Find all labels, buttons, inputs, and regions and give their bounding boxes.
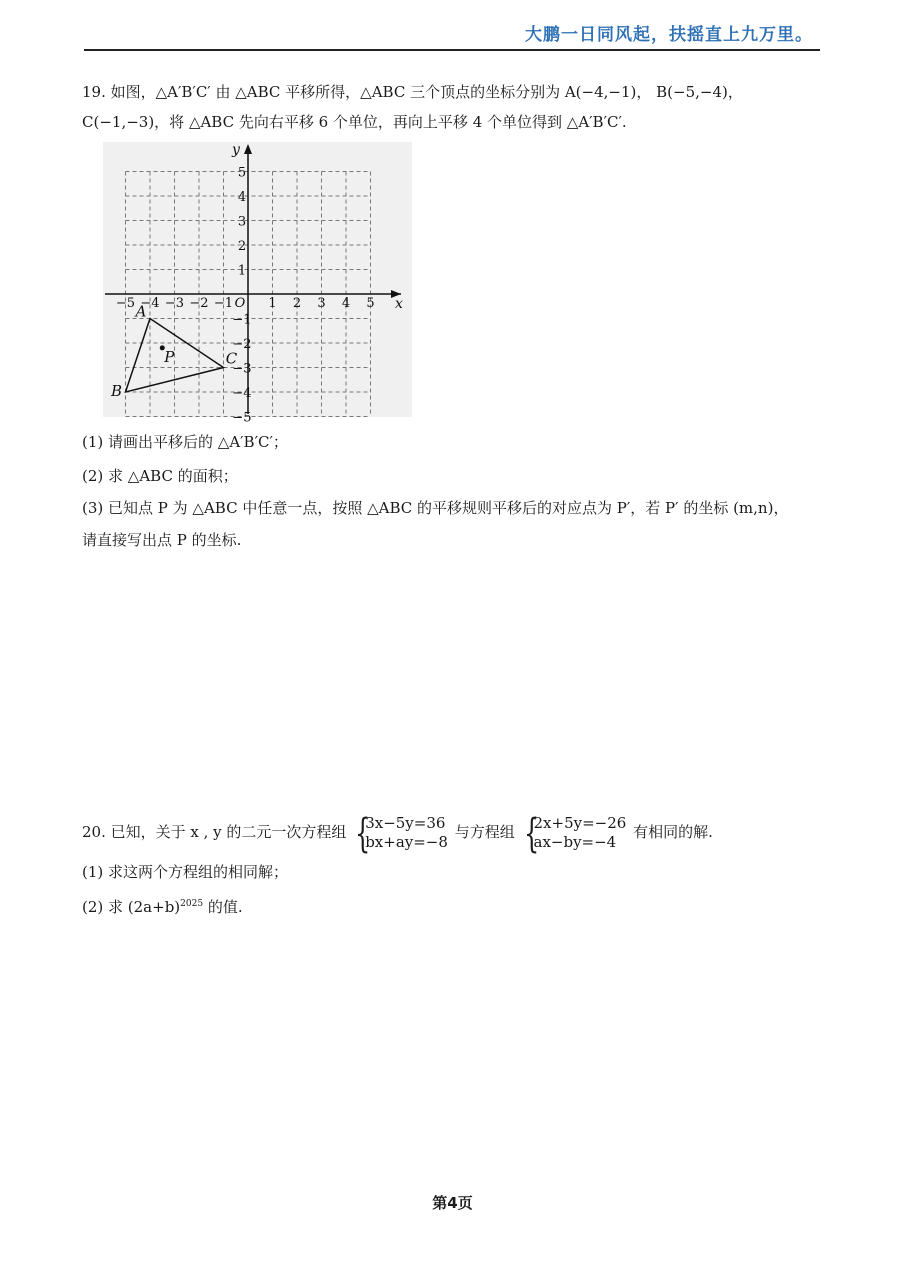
brace-glyph: {	[355, 811, 371, 857]
q19-part1: (1) 请画出平移后的 △A′B′C′；	[82, 433, 288, 451]
x-axis-label: x	[395, 296, 403, 312]
q20-prefix: 20. 已知，关于 x , y 的二元一次方程组	[82, 823, 347, 841]
q20-part2	[82, 894, 243, 917]
x-tick-label: 4	[341, 296, 351, 311]
y-tick-label: 3	[237, 214, 247, 230]
q19-part2: (2) 求 △ABC 的面积；	[82, 467, 238, 485]
q20-middle: 与方程组	[454, 823, 515, 841]
q20-part2-prefix: (2) 求 (2a+b)	[82, 898, 181, 916]
system1-eq2: bx+ay=−8	[365, 833, 448, 851]
q19-intro-line1: 19. 如图，△A′B′C′ 由 △ABC 平移所得，△ABC 三个顶点的坐标分别为 A(−4,−1)， B(−5,−4)，	[82, 83, 743, 101]
y-axis-label: y	[232, 142, 240, 158]
vertex-label-a: A	[135, 302, 147, 321]
x-tick-label: −5	[115, 296, 136, 311]
y-tick-label: −3	[232, 361, 252, 377]
y-tick-label: 5	[237, 165, 247, 181]
y-tick-label: 1	[237, 263, 247, 279]
q20-statement	[82, 811, 713, 857]
q20-part2-exponent: 2025	[180, 899, 204, 909]
y-tick-label: −2	[232, 337, 252, 352]
x-tick-label: −3	[164, 296, 185, 311]
q19-intro-line2: C(−1,−3)，将 △ABC 先向右平移 6 个单位，再向上平移 4 个单位得到 △A′B′C′.	[82, 113, 627, 131]
equation-system-1	[353, 811, 448, 857]
x-tick-label: 5	[366, 296, 375, 311]
x-tick-label: −1	[213, 296, 234, 311]
page-number: 第4页	[432, 1194, 473, 1212]
y-tick-label: −4	[232, 386, 252, 401]
system2-eq2: ax−by=−4	[533, 833, 617, 851]
brace-glyph: {	[523, 811, 539, 857]
equation-system-2	[522, 811, 627, 857]
q19-part3-line2: 请直接写出点 P 的坐标.	[82, 531, 242, 549]
q20-suffix: 有相同的解.	[633, 823, 713, 841]
point-p-label: P	[164, 347, 175, 366]
header-motto: 大鹏一日同风起，扶摇直上九万里。	[525, 25, 813, 45]
x-tick-label: 3	[317, 296, 326, 311]
system1-eq1: 3x−5y=36	[365, 814, 446, 832]
q20-part2-suffix: 的值.	[207, 898, 243, 916]
vertex-label-b: B	[110, 382, 123, 400]
system2-eq1: 2x+5y=−26	[533, 814, 627, 832]
x-tick-label: −4	[140, 296, 160, 311]
coordinate-plane	[103, 142, 412, 426]
y-tick-label: 4	[237, 190, 247, 205]
header-divider	[84, 49, 820, 51]
origin-label: O	[234, 296, 246, 311]
x-tick-label: 1	[268, 296, 277, 311]
y-axis-arrow-icon	[244, 144, 252, 154]
y-tick-label: −5	[232, 410, 252, 426]
coordinate-figure	[103, 142, 412, 426]
x-tick-label: 2	[292, 296, 302, 311]
y-tick-label: 2	[237, 239, 247, 254]
q19-part3-line1: (3) 已知点 P 为 △ABC 中任意一点，按照 △ABC 的平移规则平移后的对应点为 P′，若 P′ 的坐标 (m,n)，	[82, 499, 789, 517]
y-tick-label: −1	[232, 312, 252, 328]
q20-part1: (1) 求这两个方程组的相同解；	[82, 863, 289, 881]
x-tick-label: −2	[189, 296, 209, 311]
vertex-label-c: C	[225, 349, 238, 368]
